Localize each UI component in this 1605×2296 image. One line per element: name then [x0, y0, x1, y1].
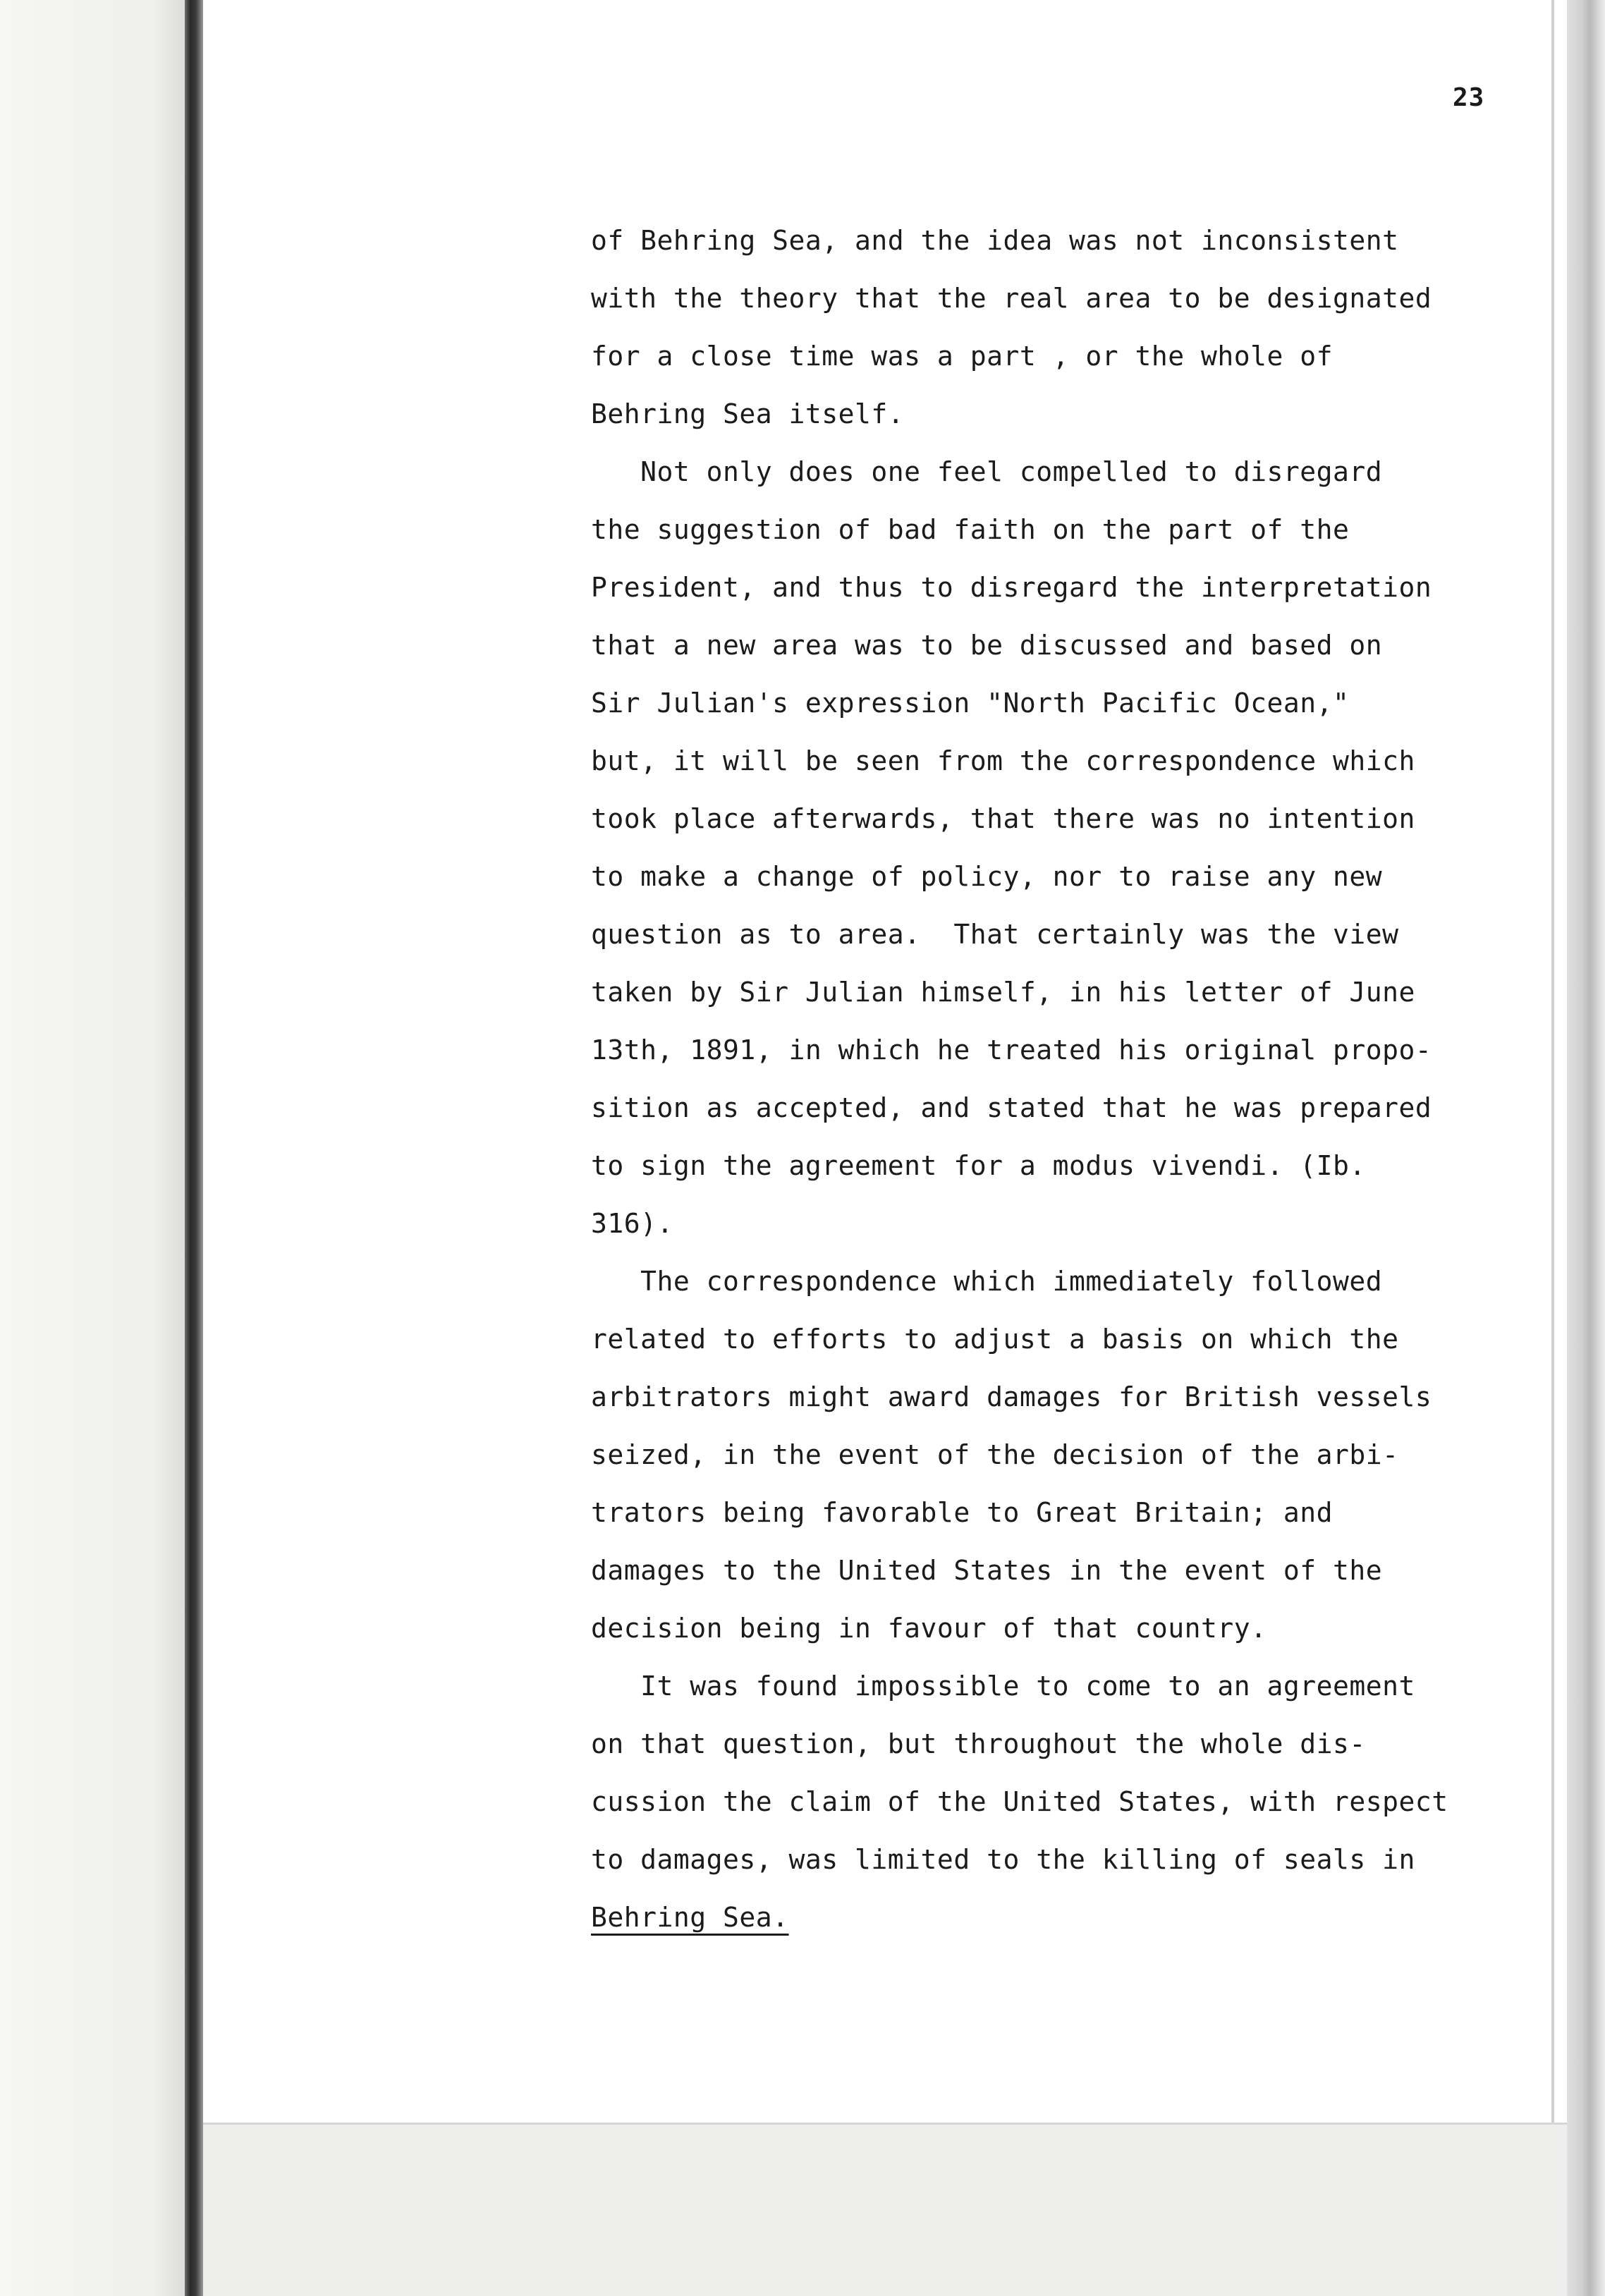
- text-line: arbitrators might award damages for British vessels: [591, 1381, 1432, 1412]
- text-line: to damages, was limited to the killing of seals in: [591, 1844, 1415, 1875]
- text-line: Behring Sea itself.: [591, 398, 905, 429]
- book-binding-gutter: [185, 0, 203, 2296]
- text-line: taken by Sir Julian himself, in his letter of June: [591, 977, 1415, 1008]
- document-text: [591, 212, 1515, 1946]
- text-line: the suggestion of bad faith on the part of the: [591, 514, 1350, 545]
- page-edge-line: [1551, 0, 1554, 2123]
- text-line: The correspondence which immediately followed: [591, 1266, 1383, 1297]
- text-line: 13th, 1891, in which he treated his original propo-: [591, 1034, 1432, 1065]
- text-line: damages to the United States in the event of the: [591, 1555, 1383, 1586]
- paragraph-1: [591, 212, 1515, 443]
- text-line: related to efforts to adjust a basis on which the: [591, 1324, 1399, 1355]
- paragraph-3: [591, 1252, 1515, 1657]
- text-line: for a close time was a part , or the whole of: [591, 341, 1334, 372]
- text-line: decision being in favour of that country.: [591, 1613, 1267, 1644]
- text-line: question as to area. That certainly was the view: [591, 919, 1399, 950]
- text-line: took place afterwards, that there was no intention: [591, 803, 1415, 834]
- text-line: Not only does one feel compelled to disregard: [591, 456, 1383, 487]
- text-line: sition as accepted, and stated that he was prepared: [591, 1092, 1432, 1123]
- text-line: to sign the agreement for a modus vivendi. (Ib.: [591, 1150, 1366, 1181]
- paragraph-4: [591, 1657, 1515, 1946]
- text-line: Sir Julian's expression "North Pacific Ocean,": [591, 688, 1350, 719]
- text-line: with the theory that the real area to be designated: [591, 283, 1432, 314]
- text-line: of Behring Sea, and the idea was not inconsistent: [591, 225, 1399, 256]
- text-line: on that question, but throughout the whole dis-: [591, 1728, 1366, 1759]
- text-line: 316).: [591, 1208, 673, 1239]
- text-line: trators being favorable to Great Britain; and: [591, 1497, 1334, 1528]
- page-number: 23: [1453, 83, 1485, 112]
- text-line: but, it will be seen from the correspondence which: [591, 745, 1415, 776]
- paragraph-2: [591, 443, 1515, 1252]
- text-line: to make a change of policy, nor to raise any new: [591, 861, 1383, 892]
- page-stack-edge: [1567, 0, 1605, 2296]
- text-line: seized, in the event of the decision of the arbi-: [591, 1439, 1399, 1470]
- text-line: that a new area was to be discussed and based on: [591, 630, 1383, 661]
- text-line: It was found impossible to come to an agreement: [591, 1671, 1415, 1702]
- facing-page: [0, 0, 190, 2296]
- text-line-underlined: Behring Sea.: [591, 1902, 789, 1933]
- text-line: cussion the claim of the United States, with respect: [591, 1786, 1448, 1817]
- background-below-page: [203, 2125, 1567, 2296]
- text-line: President, and thus to disregard the interpretation: [591, 572, 1432, 603]
